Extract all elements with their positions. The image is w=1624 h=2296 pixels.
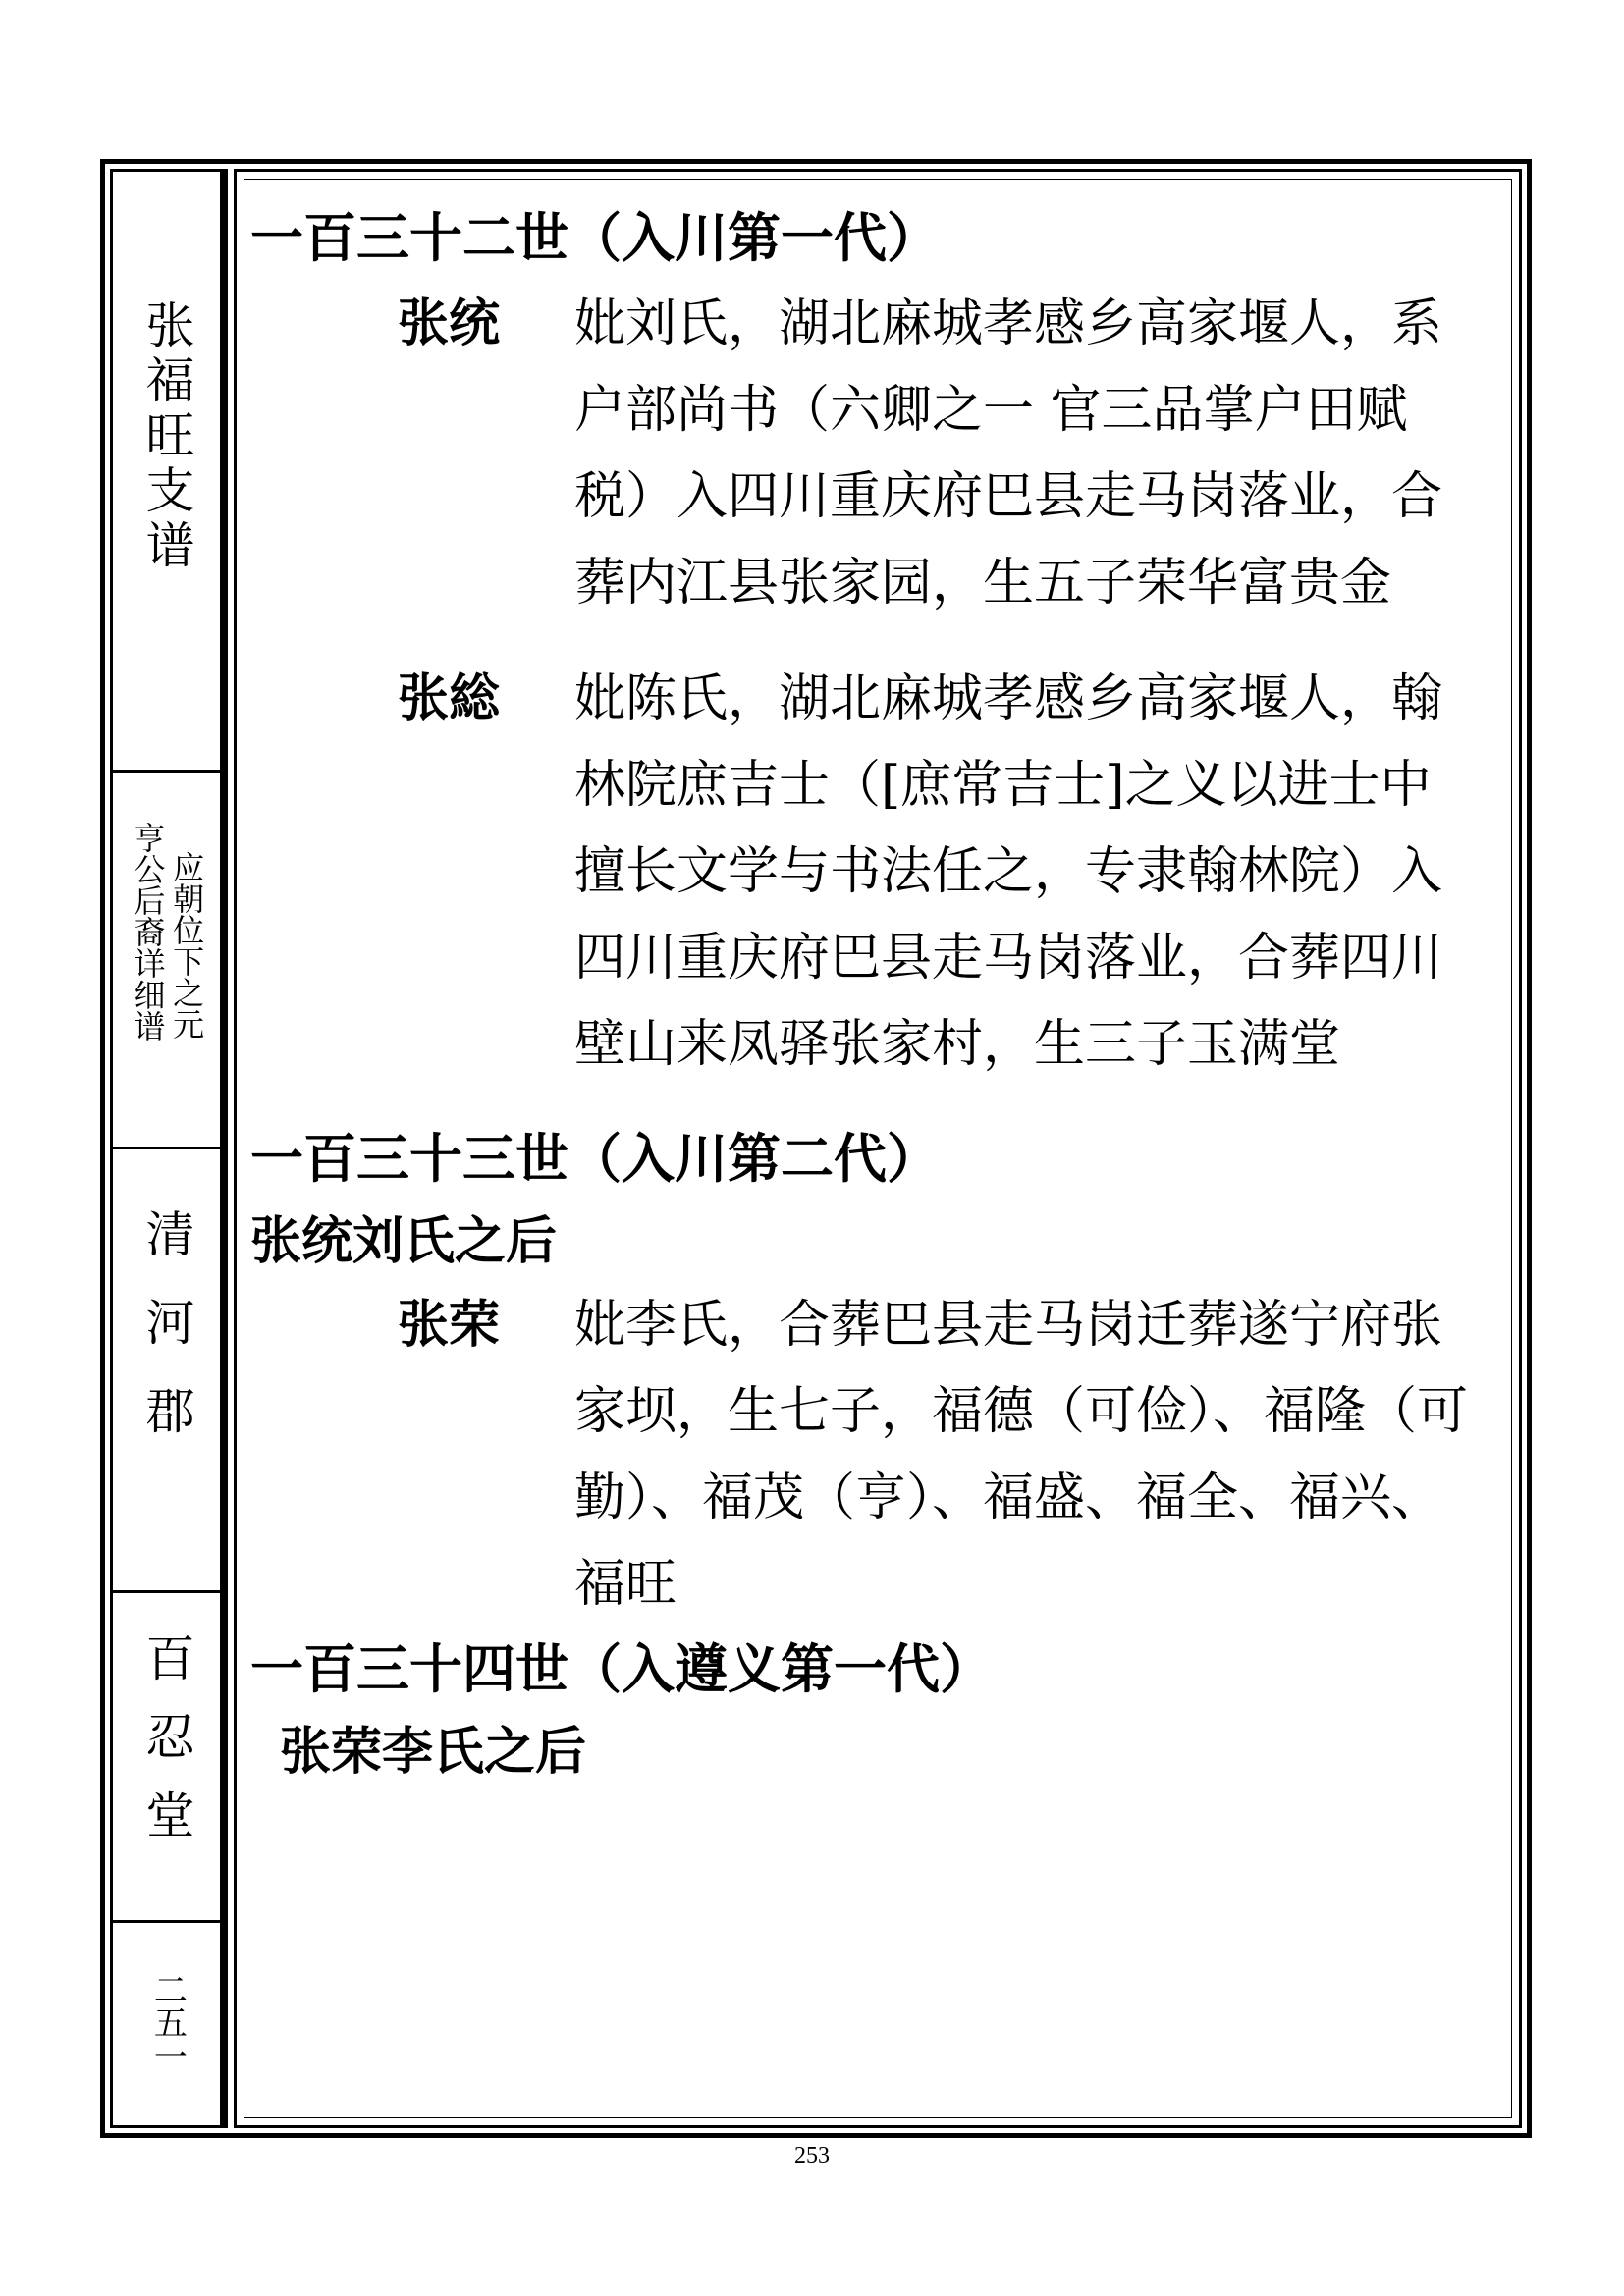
sidebar <box>110 169 223 2128</box>
subtitle-right: 应朝位下之元 <box>168 851 206 1040</box>
person-name: 张荣 <box>398 1296 501 1355</box>
subtitle-left: 亨公后裔详细谱 <box>129 822 167 1041</box>
subtitle-columns <box>129 773 206 1041</box>
sidebar-page-cell <box>113 1923 220 2125</box>
sidebar-title-cell <box>113 172 220 773</box>
generation-heading: 一百三十三世（入川第二代） <box>250 1128 940 1190</box>
entry-zhang-tong <box>250 281 1507 626</box>
branch-heading: 张荣李氏之后 <box>280 1723 587 1782</box>
sidebar-divider <box>223 169 228 2128</box>
page-number: 253 <box>794 2143 830 2168</box>
sidebar-hall-cell <box>113 1593 220 1923</box>
entry-zhang-rong <box>250 1282 1507 1628</box>
section-132 <box>250 196 1507 1088</box>
entry-zhang-zong <box>250 656 1507 1088</box>
person-name: 张総 <box>398 669 501 728</box>
person-description: 妣陈氏，湖北麻城孝感乡高家堰人，翰林院庶吉士（[庶常吉士]之义以进士中擅长文学与书法任之，专隶翰林院）入四川重庆府巴县走马岗落业，合葬四川壁山来凤驿张家村，生三子玉满堂 <box>574 669 1443 1074</box>
sidebar-subtitle-cell <box>113 773 220 1149</box>
sidebar-commandery-cell <box>113 1149 220 1593</box>
genealogy-title: 张福旺支谱 <box>137 299 195 574</box>
generation-heading: 一百三十四世（入遵义第一代） <box>250 1638 993 1700</box>
hall-name: 百忍堂 <box>137 1632 195 1868</box>
person-description: 妣李氏，合葬巴县走马岗迁葬遂宁府张家坝，生七子，福德（可俭）、福隆（可勤）、福茂（亨）、福盛、福全、福兴、福旺 <box>574 1296 1469 1614</box>
main-content <box>250 196 1507 1792</box>
section-134 <box>250 1628 1507 1792</box>
generation-heading: 一百三十二世（入川第一代） <box>250 207 940 269</box>
section-133 <box>250 1117 1507 1628</box>
page-number-cn: 二五一 <box>147 1972 188 2072</box>
branch-heading: 张统刘氏之后 <box>250 1212 558 1271</box>
commandery-name: 清河郡 <box>137 1208 195 1473</box>
person-name: 张统 <box>398 294 501 353</box>
person-description: 妣刘氏，湖北麻城孝感乡高家堰人，系户部尚书（六卿之一 官三品掌户田赋税）入四川重庆府巴县走马岗落业，合葬内江县张家园，生五子荣华富贵金 <box>574 294 1443 613</box>
